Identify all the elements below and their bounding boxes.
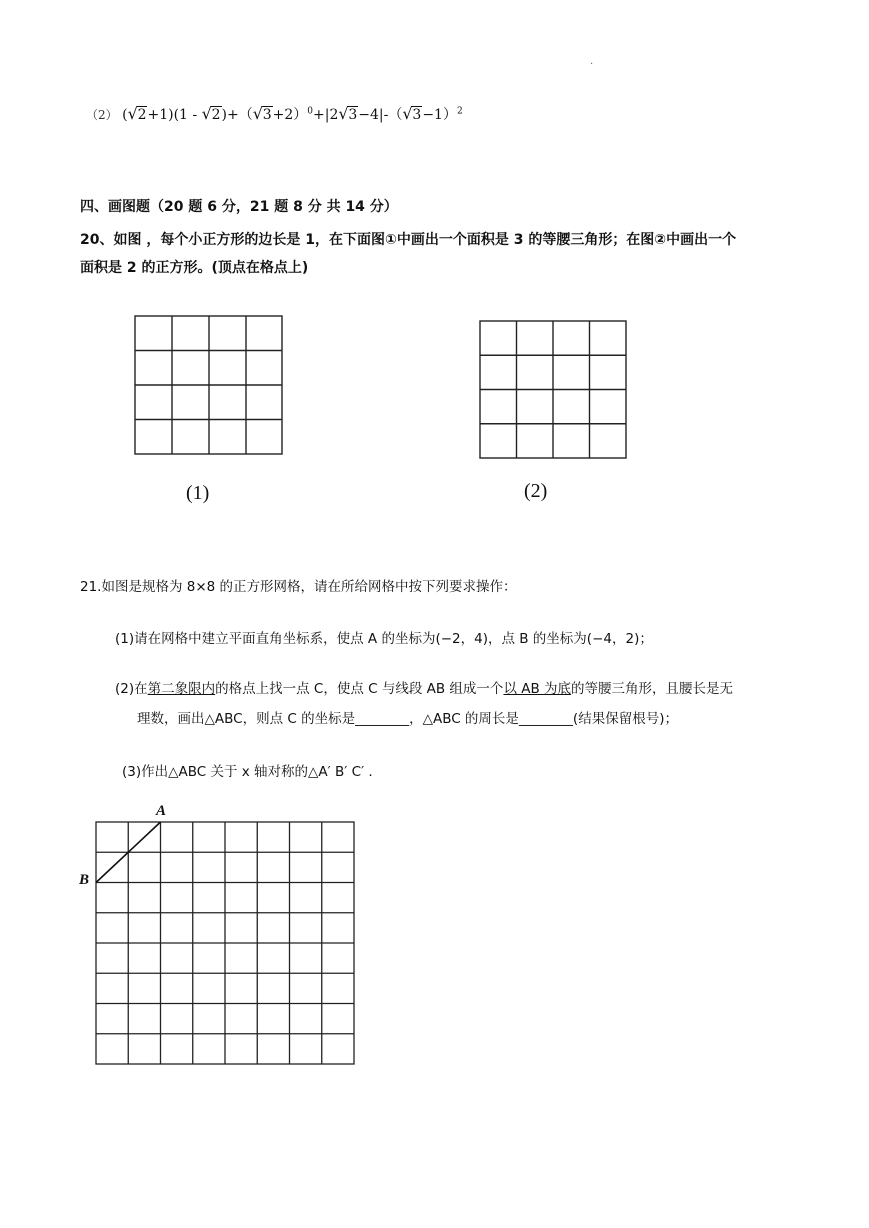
math-expression (86, 104, 463, 124)
figure-2-caption: (2) (524, 480, 548, 502)
sqrt-2: √ 2 (127, 104, 147, 123)
expr-seg: −4|-（ (358, 107, 403, 123)
grid-figure-1 (135, 316, 283, 456)
grid-figure-2 (480, 321, 627, 459)
point-a-label: A (156, 803, 167, 819)
q21-intro: 21.如图是规格为 8×8 的正方形网格，请在所给网格中按下列要求操作： (80, 579, 517, 595)
sqrt-2: √ 2 (201, 104, 221, 123)
grid-8x8 (96, 822, 356, 1067)
q20-line-1: 20、如图 ，每个小正方形的边长是 1，在下面图①中画出一个面积是 3 的等腰三角形；在图②中画出一个 (80, 232, 737, 248)
expr-seg: +|2 (313, 107, 339, 123)
expr-seg: −1） (422, 107, 457, 123)
figure-1-caption: (1) (186, 482, 210, 504)
q21-p2-underline-base: 以 AB 为底 (503, 681, 572, 697)
exponent-two: 2 (456, 106, 463, 117)
point-b-label: B (79, 872, 90, 888)
sqrt-3: √ 3 (252, 104, 272, 123)
q21-p2-seg: 的格点上找一点 C，使点 C 与线段 AB 组成一个 (215, 681, 504, 697)
q20-line-2: 面积是 2 的正方形。(顶点在格点上) (80, 260, 309, 276)
q21-p2-seg: 的等腰三角形，且腰长是无 (571, 681, 734, 697)
expression-label: （2） (86, 108, 118, 122)
q21-part-3: (3)作出△ABC 关于 x 轴对称的△A′ B′ C′ . (122, 764, 373, 780)
expr-seg: )+（ (221, 107, 253, 123)
q21-p2-underline-quadrant: 第二象限内 (147, 681, 216, 697)
q21-part-2-line-2: 理数，画出△ABC，则点 C 的坐标是________，△ABC 的周长是________(结果保留根号)； (137, 711, 678, 727)
q21-p2-seg: (2)在 (115, 681, 148, 697)
q21-part-1: (1)请在网格中建立平面直角坐标系，使点 A 的坐标为(−2，4)，点 B 的坐标为(−4，2)； (115, 631, 653, 647)
sqrt-3: √ 3 (338, 104, 358, 123)
expr-seg: +1)(1 - (147, 107, 202, 123)
exponent-zero: 0 (307, 106, 314, 117)
sqrt-3: √ 3 (402, 104, 422, 123)
expr-seg: ( (122, 107, 128, 123)
page-marker: . (590, 56, 594, 67)
section-title: 四、画图题（20 题 6 分，21 题 8 分 共 14 分） (80, 199, 398, 215)
expr-seg: +2） (272, 107, 308, 123)
q21-part-2-line-1 (115, 677, 733, 697)
